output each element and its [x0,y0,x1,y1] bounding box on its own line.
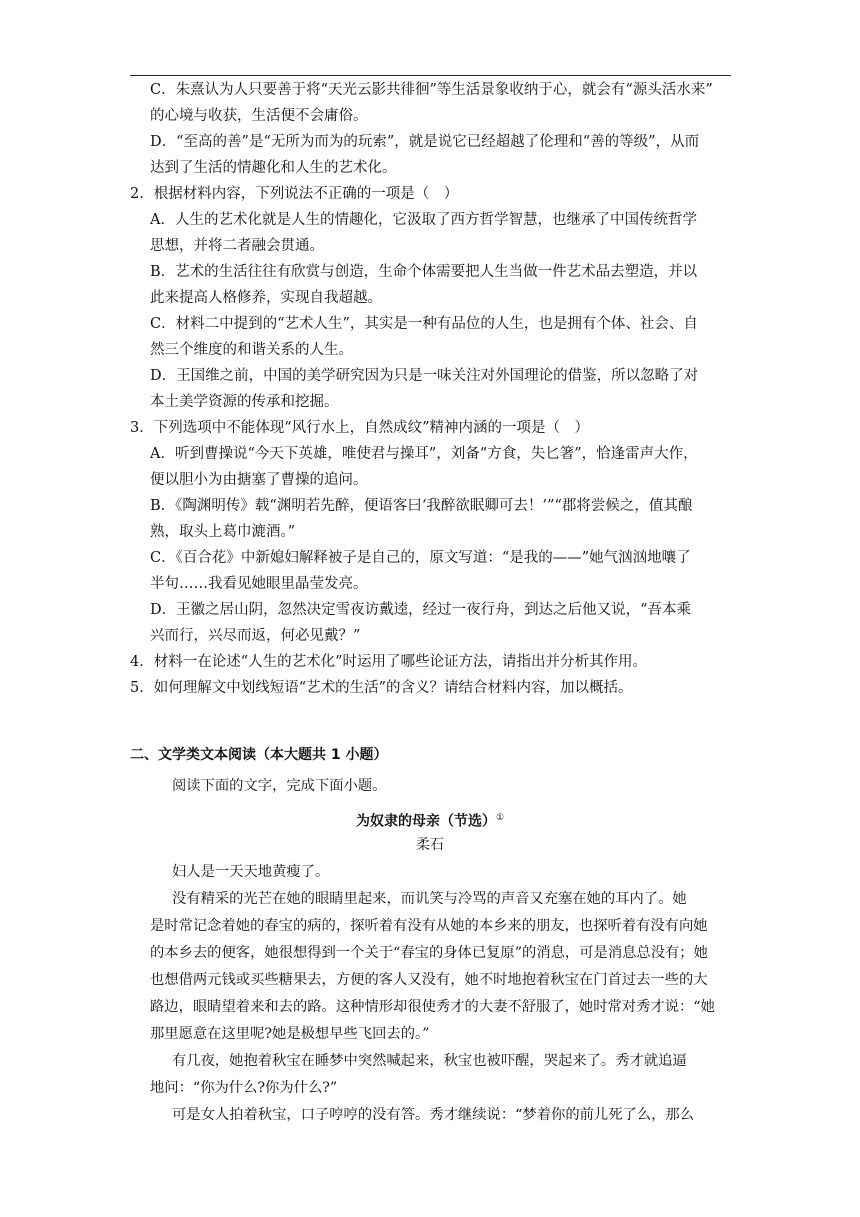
text-line: 那里愿意在这里呢?她是极想早些飞回去的。” [150,1026,430,1042]
text-line: 是时常记念着她的春宝的病的，探听着有没有从她的本乡来的朋友，也探听着有没有向她 [150,918,708,934]
text-line: D．王国维之前，中国的美学研究因为只是一味关注对外国理论的借鉴，所以忽略了对 [150,368,699,384]
header-rule [130,75,731,76]
text-line: 的本乡去的便客，她很想得到一个关于“春宝的身体已复原”的消息，可是消息总没有；她 [150,945,708,961]
question-line: 5．如何理解文中划线短语“艺术的生活”的含义？请结合材料内容，加以概括。 [130,680,633,696]
text-line: A．人生的艺术化就是人生的情趣化，它汲取了西方哲学智慧，也继承了中国传统哲学 [150,212,697,228]
text-line: B．艺术的生活往往有欣赏与创造，生命个体需要把人生当做一件艺术品去塑造，并以 [150,264,698,280]
text-line: 妇人是一天天地黄瘦了。 [172,864,330,880]
text-line: C．朱熹认为人只要善于将“天光云影共徘徊”等生活景象收纳于心，就会有“源头活水来” [150,82,713,98]
text-line: D．“至高的善”是“无所为而为的玩索”，就是说它已经超越了伦理和“善的等级”，从而 [150,134,700,150]
section-heading: 二、文学类文本阅读（本大题共 1 小题） [130,747,388,763]
text-line: 的心境与收获，生活便不会庸俗。 [150,108,368,124]
text-line: 然三个维度的和谐关系的人生。 [150,342,353,358]
text-line: 半句……我看见她眼里晶莹发亮。 [150,576,368,592]
story-title: 为奴隶的母亲（节选）① [355,813,505,830]
text-line: 地问：“你为什么?你为什么?” [150,1080,338,1096]
text-line: 思想，并将二者融会贯通。 [150,238,324,254]
text-line: 没有精采的光芒在她的眼睛里起来，而讥笑与冷骂的声音又充塞在她的耳内了。她 [172,891,687,907]
text-line: 此来提高人格修养，实现自我超越。 [150,290,382,306]
text-line: D．王徽之居山阴，忽然决定雪夜访戴逵，经过一夜行舟，到达之后他又说，“吾本乘 [150,602,692,618]
text-line: B．《陶渊明传》载“渊明若先醉，便语客曰‘我醉欲眠卿可去！’”“郡将尝候之，值其酿 [150,498,693,514]
text-line: C．材料二中提到的“艺术人生”，其实是一种有品位的人生，也是拥有个体、社会、自 [150,316,698,332]
text-line: 可是女人拍着秋宝，口子哼哼的没有答。秀才继续说：“梦着你的前儿死了么，那么 [172,1107,694,1123]
question-line: 3．下列选项中不能体现“风行水上，自然成纹”精神内涵的一项是（ ） [130,420,590,436]
text-line: C．《百合花》中新媳妇解释被子是自己的，原文写道：“是我的——”她气汹汹地嚷了 [150,550,691,566]
footnote-marker: ① [495,813,505,823]
text-line: 本土美学资源的传承和挖掘。 [150,394,339,410]
story-author: 柔石 [416,837,444,853]
text-line: 阅读下面的文字，完成下面小题。 [172,778,387,794]
text-line: 便以胆小为由搪塞了曹操的追问。 [150,472,368,488]
text-line: 路边，眼睛望着来和去的路。这种情形却很使秀才的大妻不舒服了，她时常对秀才说：“她 [150,999,715,1015]
text-line: A．听到曹操说“今天下英雄，唯使君与操耳”，刘备“方食，失匕箸”，恰逢雷声大作， [150,446,698,462]
text-line: 熟，取头上葛巾漉酒。” [150,524,296,540]
text-line: 达到了生活的情趣化和人生的艺术化。 [150,160,397,176]
question-line: 4．材料一在论述“人生的艺术化”时运用了哪些论证方法，请指出并分析其作用。 [130,654,648,670]
question-line: 2．根据材料内容，下列说法不正确的一项是（ ） [130,186,459,202]
text-line: 也想借两元钱或买些糖果去，方便的客人又没有，她不时地抱着秋宝在门首过去一些的大 [150,972,708,988]
text-line: 兴而行，兴尽而返，何必见戴？” [150,628,361,644]
text-line: 有几夜，她抱着秋宝在睡梦中突然喊起来，秋宝也被吓醒，哭起来了。秀才就追逼 [172,1053,687,1069]
